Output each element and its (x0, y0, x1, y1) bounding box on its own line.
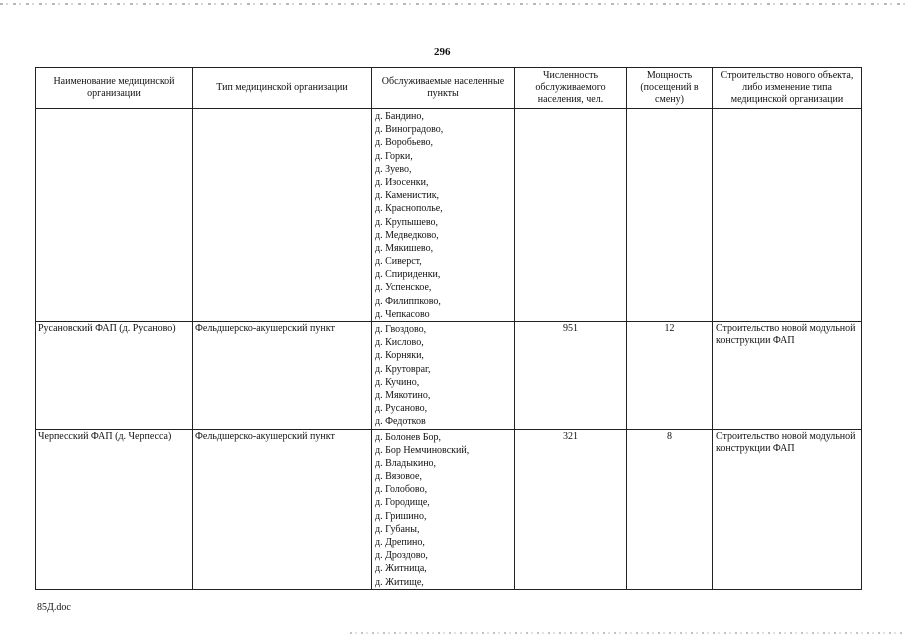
cell-capacity: 12 (627, 322, 713, 430)
scan-edge-bottom (350, 632, 905, 634)
cell-construction (713, 109, 862, 322)
settlement-item: д. Мякотино, (375, 389, 431, 401)
settlement-item: д. Бандино, (375, 111, 424, 122)
header-name: Наименование медицинской организации (36, 68, 193, 109)
settlement-item: д. Федотков (375, 416, 426, 428)
page-number: 296 (434, 46, 451, 58)
cell-construction: Строительство новой модульной конструкции ФАП (713, 322, 862, 430)
cell-construction: Строительство новой модульной конструкции ФАП (713, 429, 862, 589)
settlement-item: д. Медведково, (375, 229, 439, 241)
table-row (36, 322, 862, 430)
settlement-item: д. Кучино, (375, 376, 420, 388)
settlement-item: д. Изосенки, (375, 176, 429, 188)
medical-organizations-table (35, 67, 862, 590)
settlement-item: д. Виноградово, (375, 124, 444, 136)
settlement-item: д. Дрепино, (375, 537, 425, 548)
table-row (36, 429, 862, 589)
settlement-item: д. Краснополье, (375, 203, 443, 215)
header-type: Тип медицинской организации (193, 68, 372, 109)
table-header-row (36, 68, 862, 109)
cell-points (372, 322, 515, 430)
settlement-item: д. Корняки, (375, 350, 424, 362)
settlement-item: д. Житница, (375, 563, 427, 575)
settlement-item: д. Филиппково, (375, 295, 441, 307)
scan-edge-top (0, 3, 905, 5)
cell-name: Русановский ФАП (д. Русаново) (36, 322, 193, 430)
settlement-item: д. Голобово, (375, 484, 428, 496)
header-construction: Строительство нового объекта, либо изменение типа медицинской организации (713, 68, 862, 109)
settlement-item: д. Губаны, (375, 523, 420, 535)
settlement-item: д. Владыкино, (375, 457, 437, 469)
settlement-item: д. Гришино, (375, 510, 427, 522)
cell-points (372, 429, 515, 589)
cell-type (193, 109, 372, 322)
settlement-item: д. Каменистик, (375, 190, 440, 202)
settlement-item: д. Спириденки, (375, 269, 441, 281)
cell-name: Черпесский ФАП (д. Черпесса) (36, 429, 193, 589)
settlement-item: д. Бор Немчиновский, (375, 444, 470, 456)
settlement-item: д. Горки, (375, 150, 413, 162)
settlement-item: д. Мякишево, (375, 242, 434, 254)
settlement-item: д. Крутовраг, (375, 363, 431, 375)
cell-type: Фельдшерско-акушерский пункт (193, 429, 372, 589)
cell-capacity (627, 109, 713, 322)
settlement-item: д. Кислово, (375, 337, 424, 349)
cell-points (372, 109, 515, 322)
header-capacity: Мощность (посещений в смену) (627, 68, 713, 109)
settlement-item: д. Зуево, (375, 163, 412, 175)
header-points: Обслуживаемые населенные пункты (372, 68, 515, 109)
settlement-item: д. Вязовое, (375, 471, 422, 483)
cell-name (36, 109, 193, 322)
settlement-item: д. Гвоздово, (375, 324, 427, 335)
settlement-item: д. Успенское, (375, 282, 432, 294)
settlement-item: д. Крупышево, (375, 216, 438, 228)
footer-filename: 85Д.doc (37, 602, 71, 613)
table-row (36, 109, 862, 322)
settlement-item: д. Дроздово, (375, 550, 428, 562)
cell-population: 951 (515, 322, 627, 430)
settlement-item: д. Русаново, (375, 403, 428, 415)
settlement-item: д. Болонев Бор, (375, 431, 441, 443)
settlement-item: д. Городище, (375, 497, 430, 509)
settlement-item: д. Житище, (375, 576, 424, 588)
cell-type: Фельдшерско-акушерский пункт (193, 322, 372, 430)
settlement-item: д. Чепкасово (375, 308, 430, 320)
cell-population: 321 (515, 429, 627, 589)
settlement-item: д. Воробьево, (375, 137, 433, 149)
cell-capacity: 8 (627, 429, 713, 589)
header-population: Численность обслуживаемого населения, чел. (515, 68, 627, 109)
settlement-item: д. Сиверст, (375, 256, 422, 268)
cell-population (515, 109, 627, 322)
